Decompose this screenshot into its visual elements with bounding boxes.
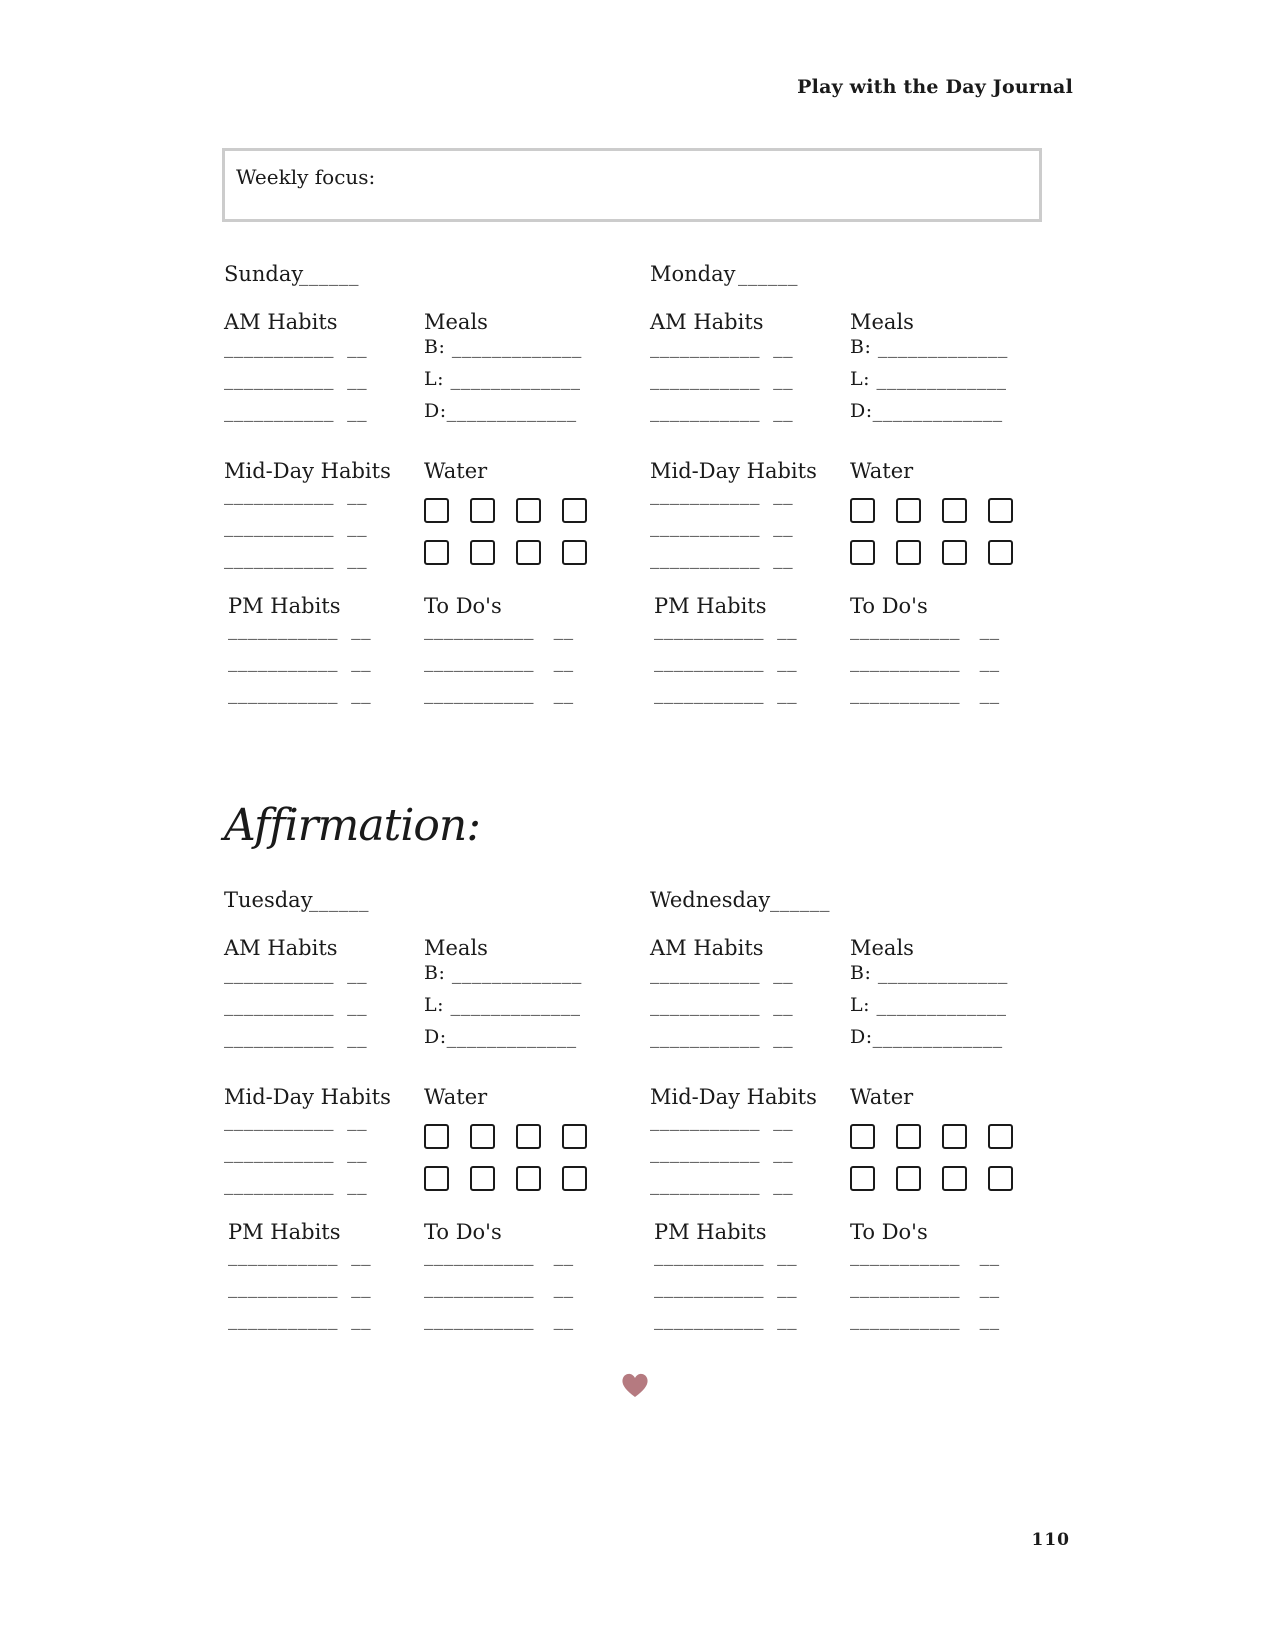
meal-breakfast-line[interactable]: B: _____________ — [424, 336, 582, 358]
weekly-focus-box[interactable] — [222, 148, 1042, 222]
am-habit-line[interactable]: ___________ __ — [224, 994, 368, 1016]
water-checkbox[interactable] — [896, 1124, 921, 1149]
pm-habit-line[interactable]: ___________ __ — [228, 1244, 372, 1266]
water-checkbox[interactable] — [896, 498, 921, 523]
pm-habits-heading: PM Habits — [654, 594, 767, 618]
am-habit-line[interactable]: ___________ __ — [224, 400, 368, 422]
am-habit-line[interactable]: ___________ __ — [224, 336, 368, 358]
day-block-wednesday — [650, 888, 1070, 1348]
water-heading: Water — [424, 1085, 488, 1109]
water-heading: Water — [850, 1085, 914, 1109]
todo-line[interactable]: ___________ __ — [850, 1276, 1000, 1298]
midday-habit-line[interactable]: ___________ __ — [224, 547, 368, 569]
am-habit-line[interactable]: ___________ __ — [650, 962, 794, 984]
midday-habit-line[interactable]: ___________ __ — [650, 483, 794, 505]
am-habit-line[interactable]: ___________ __ — [650, 1026, 794, 1048]
meals-heading: Meals — [850, 310, 914, 334]
midday-habit-line[interactable]: ___________ __ — [650, 1109, 794, 1131]
meal-dinner-line[interactable]: D:_____________ — [424, 400, 577, 422]
pm-habit-line[interactable]: ___________ __ — [654, 650, 798, 672]
day-name: Tuesday — [224, 888, 313, 912]
day-block-monday — [650, 262, 1070, 722]
water-checkbox[interactable] — [516, 540, 541, 565]
weekly-focus-label: Weekly focus: — [236, 165, 376, 189]
midday-habit-line[interactable]: ___________ __ — [224, 483, 368, 505]
meals-heading: Meals — [850, 936, 914, 960]
water-checkbox[interactable] — [424, 1166, 449, 1191]
midday-habit-line[interactable]: ___________ __ — [224, 1173, 368, 1195]
todo-line[interactable]: ___________ __ — [424, 682, 574, 704]
midday-habits-heading: Mid-Day Habits — [224, 1085, 391, 1109]
heart-icon — [620, 1370, 650, 1400]
water-checkbox[interactable] — [516, 498, 541, 523]
todo-line[interactable]: ___________ __ — [424, 1244, 574, 1266]
am-habits-heading: AM Habits — [224, 936, 338, 960]
day-date-blank[interactable]: ______ — [738, 264, 798, 286]
water-checkbox[interactable] — [424, 498, 449, 523]
todos-heading: To Do's — [424, 594, 502, 618]
day-date-blank[interactable]: ______ — [299, 264, 359, 286]
affirmation-label: Affirmation: — [224, 800, 481, 851]
water-checkbox[interactable] — [942, 498, 967, 523]
water-heading: Water — [424, 459, 488, 483]
todo-line[interactable]: ___________ __ — [850, 682, 1000, 704]
meal-dinner-line[interactable]: D:_____________ — [850, 400, 1003, 422]
am-habit-line[interactable]: ___________ __ — [650, 400, 794, 422]
water-checkbox[interactable] — [470, 1124, 495, 1149]
pm-habit-line[interactable]: ___________ __ — [654, 1276, 798, 1298]
midday-habit-line[interactable]: ___________ __ — [650, 547, 794, 569]
midday-habit-line[interactable]: ___________ __ — [650, 1141, 794, 1163]
day-name: Sunday — [224, 262, 304, 286]
todo-line[interactable]: ___________ __ — [424, 1308, 574, 1330]
pm-habit-line[interactable]: ___________ __ — [654, 1308, 798, 1330]
todo-line[interactable]: ___________ __ — [424, 1276, 574, 1298]
todo-line[interactable]: ___________ __ — [850, 618, 1000, 640]
meal-lunch-line[interactable]: L: _____________ — [424, 994, 581, 1016]
water-checkbox[interactable] — [562, 540, 587, 565]
pm-habit-line[interactable]: ___________ __ — [654, 1244, 798, 1266]
water-checkbox[interactable] — [850, 540, 875, 565]
water-checkbox[interactable] — [850, 498, 875, 523]
day-date-blank[interactable]: ______ — [770, 890, 830, 912]
midday-habits-heading: Mid-Day Habits — [650, 1085, 817, 1109]
day-date-blank[interactable]: ______ — [309, 890, 369, 912]
water-checkbox[interactable] — [896, 1166, 921, 1191]
meal-breakfast-line[interactable]: B: _____________ — [850, 962, 1008, 984]
pm-habits-heading: PM Habits — [228, 594, 341, 618]
water-checkbox[interactable] — [470, 498, 495, 523]
midday-habits-heading: Mid-Day Habits — [224, 459, 391, 483]
midday-habit-line[interactable]: ___________ __ — [224, 1141, 368, 1163]
water-checkbox[interactable] — [562, 1124, 587, 1149]
journal-title: Play with the Day Journal — [797, 76, 1073, 98]
midday-habit-line[interactable]: ___________ __ — [650, 1173, 794, 1195]
meal-lunch-line[interactable]: L: _____________ — [424, 368, 581, 390]
meals-heading: Meals — [424, 310, 488, 334]
water-checkbox[interactable] — [988, 1124, 1013, 1149]
midday-habit-line[interactable]: ___________ __ — [650, 515, 794, 537]
water-checkbox[interactable] — [562, 1166, 587, 1191]
water-heading: Water — [850, 459, 914, 483]
water-checkbox[interactable] — [850, 1166, 875, 1191]
am-habit-line[interactable]: ___________ __ — [224, 368, 368, 390]
meal-lunch-line[interactable]: L: _____________ — [850, 368, 1007, 390]
water-checkbox[interactable] — [562, 498, 587, 523]
midday-habit-line[interactable]: ___________ __ — [224, 1109, 368, 1131]
day-block-tuesday — [224, 888, 644, 1348]
pm-habits-heading: PM Habits — [228, 1220, 341, 1244]
day-name: Monday — [650, 262, 736, 286]
water-checkbox[interactable] — [988, 1166, 1013, 1191]
midday-habit-line[interactable]: ___________ __ — [224, 515, 368, 537]
water-checkbox[interactable] — [470, 540, 495, 565]
water-checkbox[interactable] — [942, 540, 967, 565]
meal-dinner-line[interactable]: D:_____________ — [424, 1026, 577, 1048]
pm-habit-line[interactable]: ___________ __ — [228, 618, 372, 640]
water-checkbox[interactable] — [424, 540, 449, 565]
water-checkbox[interactable] — [470, 1166, 495, 1191]
water-checkbox[interactable] — [896, 540, 921, 565]
water-checkbox[interactable] — [516, 1166, 541, 1191]
midday-habits-heading: Mid-Day Habits — [650, 459, 817, 483]
water-checkbox[interactable] — [988, 540, 1013, 565]
pm-habit-line[interactable]: ___________ __ — [228, 682, 372, 704]
todo-line[interactable]: ___________ __ — [850, 650, 1000, 672]
todos-heading: To Do's — [850, 1220, 928, 1244]
day-block-sunday — [224, 262, 644, 722]
am-habit-line[interactable]: ___________ __ — [224, 1026, 368, 1048]
todo-line[interactable]: ___________ __ — [850, 1244, 1000, 1266]
todo-line[interactable]: ___________ __ — [850, 1308, 1000, 1330]
meals-heading: Meals — [424, 936, 488, 960]
meal-lunch-line[interactable]: L: _____________ — [850, 994, 1007, 1016]
water-checkbox[interactable] — [942, 1166, 967, 1191]
am-habits-heading: AM Habits — [224, 310, 338, 334]
pm-habit-line[interactable]: ___________ __ — [654, 618, 798, 640]
water-checkbox[interactable] — [850, 1124, 875, 1149]
pm-habit-line[interactable]: ___________ __ — [228, 1276, 372, 1298]
meal-dinner-line[interactable]: D:_____________ — [850, 1026, 1003, 1048]
todo-line[interactable]: ___________ __ — [424, 618, 574, 640]
water-checkbox[interactable] — [988, 498, 1013, 523]
todos-heading: To Do's — [850, 594, 928, 618]
am-habits-heading: AM Habits — [650, 310, 764, 334]
todos-heading: To Do's — [424, 1220, 502, 1244]
am-habits-heading: AM Habits — [650, 936, 764, 960]
am-habit-line[interactable]: ___________ __ — [224, 962, 368, 984]
todo-line[interactable]: ___________ __ — [424, 650, 574, 672]
water-checkbox[interactable] — [424, 1124, 449, 1149]
page-number: 110 — [1031, 1530, 1070, 1550]
water-checkbox[interactable] — [942, 1124, 967, 1149]
meal-breakfast-line[interactable]: B: _____________ — [850, 336, 1008, 358]
pm-habit-line[interactable]: ___________ __ — [228, 1308, 372, 1330]
am-habit-line[interactable]: ___________ __ — [650, 368, 794, 390]
am-habit-line[interactable]: ___________ __ — [650, 336, 794, 358]
pm-habits-heading: PM Habits — [654, 1220, 767, 1244]
meal-breakfast-line[interactable]: B: _____________ — [424, 962, 582, 984]
day-name: Wednesday — [650, 888, 771, 912]
pm-habit-line[interactable]: ___________ __ — [654, 682, 798, 704]
water-checkbox[interactable] — [516, 1124, 541, 1149]
am-habit-line[interactable]: ___________ __ — [650, 994, 794, 1016]
pm-habit-line[interactable]: ___________ __ — [228, 650, 372, 672]
